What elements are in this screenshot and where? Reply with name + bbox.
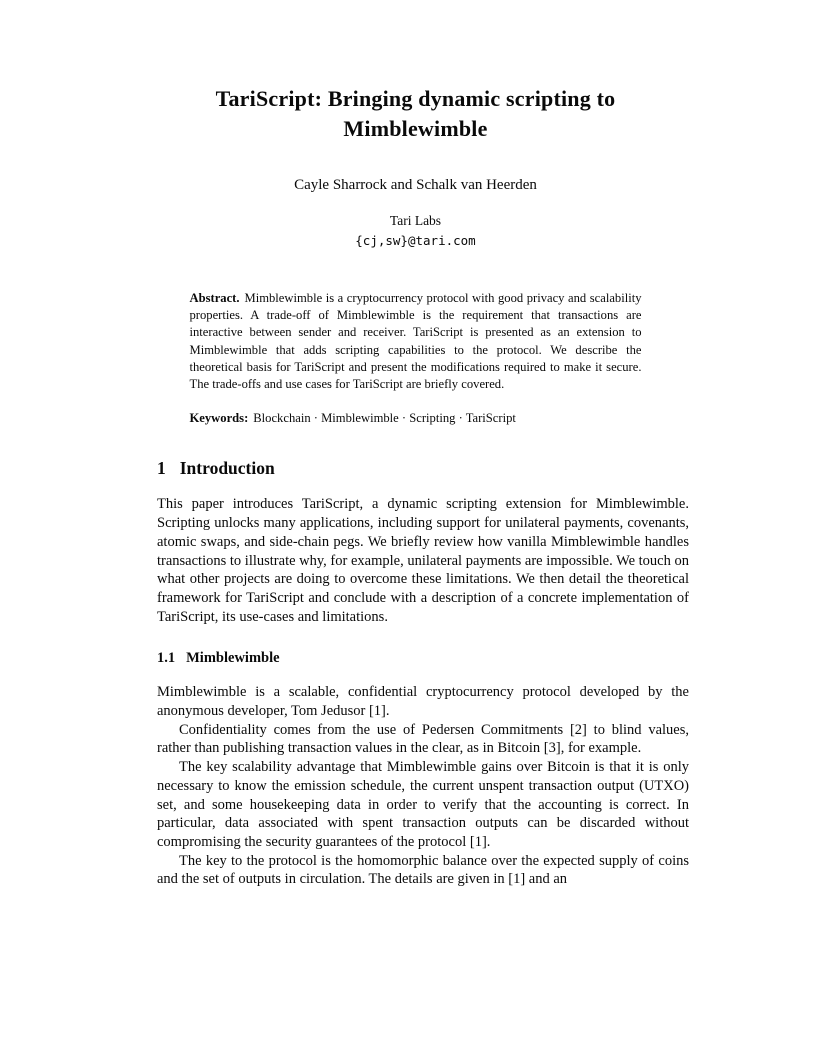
abstract-block: [190, 290, 642, 393]
mimblewimble-paragraph-1: Mimblewimble is a scalable, confidential cryptocurrency protocol developed by the anonymous developer, Tom Jedusor [1].: [157, 684, 689, 720]
keywords-block: [190, 410, 642, 427]
section-1-title: Introduction: [179, 458, 275, 479]
mimblewimble-paragraph-4: The key to the protocol is the homomorphic balance over the expected supply of coins and the set of outputs in circulation. The details are given in [1] and an: [157, 852, 689, 888]
body-column: [157, 458, 689, 889]
mimblewimble-paragraph-2: Confidentiality comes from the use of Pedersen Commitments [2] to blind values, rather than publishing transaction values in the clear, as in Bitcoin [3], for example.: [157, 721, 689, 757]
authors-line: Cayle Sharrock and Schalk van Heerden: [294, 177, 537, 193]
abstract-text: Mimblewimble is a cryptocurrency protocol with good privacy and scalability properties. A trade-off of Mimblewimble is the requirement that transactions are interactive between sender and receiver. TariScript is presented as an extension to Mimblewimble that adds scripting capabilities to the protocol. We describe the theoretical basis for TariScript and present the modifications required to make it secure. The trade-offs and use cases for TariScript are briefly covered.: [189, 291, 642, 392]
section-1-heading: [157, 458, 689, 479]
subsection-1-1-heading: [157, 650, 689, 667]
mimblewimble-paragraph-3: The key scalability advantage that Mimblewimble gains over Bitcoin is that it is only necessary to know the emission schedule, the current unspent transaction output (UTXO) set, and some housekeeping data in order to verify that the accounting is correct. In particular, data associated with spent transaction outputs can be discarded without compromising the security guarantees of the protocol [1].: [157, 759, 689, 850]
affiliation: Tari Labs: [389, 213, 442, 228]
keywords-label: Keywords:: [189, 411, 249, 426]
subsection-1-1-number: 1.1: [157, 650, 176, 667]
section-1-number: 1: [157, 458, 166, 479]
paper-title: TariScript: Bringing dynamic scripting to Mimblewimble: [215, 86, 616, 141]
keywords-text: Blockchain · Mimblewimble · Scripting · TariScript: [253, 411, 516, 426]
subsection-1-1-title: Mimblewimble: [186, 650, 280, 667]
introduction-paragraph-1: This paper introduces TariScript, a dynamic scripting extension for Mimblewimble. Scripting unlocks many applications, including support for unilateral payments, covenants, atomic swaps, and side-chain pegs. We briefly review how vanilla Mimblewimble handles transactions to illustrate why, for example, unilateral payments are impossible. We touch on what other projects are doing to overcome these limitations. We then detail the theoretical framework for TariScript and conclude with a description of a concrete implementation of TariScript, its use-cases and limitations.: [157, 496, 689, 625]
email-address: {cj,sw}@tari.com: [355, 233, 476, 248]
abstract-label: Abstract.: [189, 291, 240, 305]
